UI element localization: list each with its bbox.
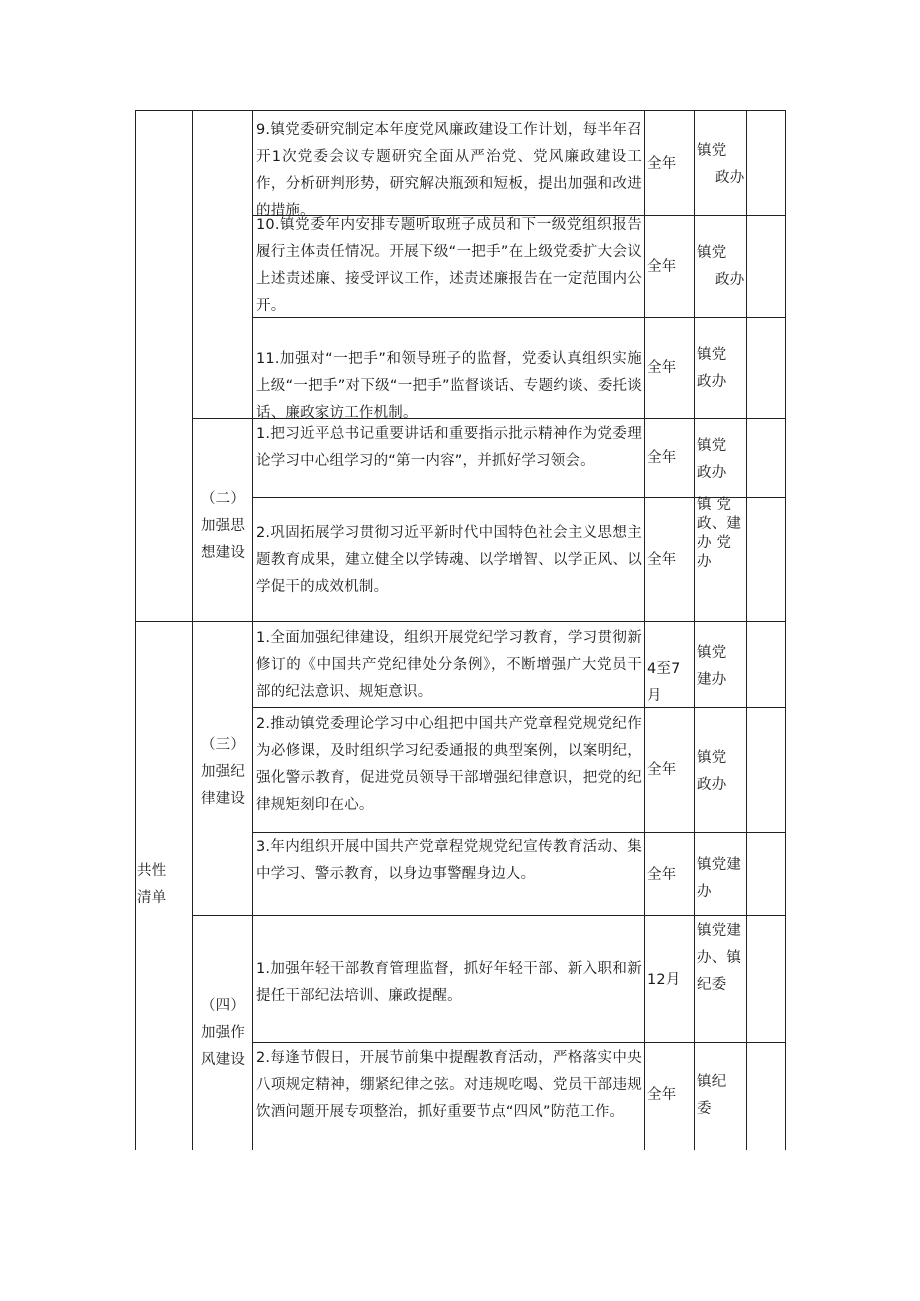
grid-line [785,110,786,1150]
grid-line [252,110,253,1150]
unit-cell [697,496,749,572]
unit-cell [697,138,747,192]
time-cell: 全年 [647,762,677,778]
time-cell: 全年 [647,259,677,275]
group-name-line: 加强思 [200,518,246,534]
unit-cell [697,640,747,694]
unit-line: 镇党 [697,750,727,766]
grid-line [252,832,785,833]
unit-line: 办、镇 [697,950,742,966]
grid-line [135,110,785,111]
unit-line: 镇党 [697,245,727,261]
unit-line: 镇纪 [697,1074,727,1090]
group-name-line: 风建设 [200,1052,246,1068]
time-cell: 全年 [647,360,677,376]
unit-cell [697,918,749,999]
task-text: 2.推动镇党委理论学习中心组把中国共产党章程党规党纪作为必修课，及时组织学习纪委通报的典型案例，以案明纪，强化警示教育，促进党员领导干部增强纪律意识，把党的纪律规矩刻印在心。 [256,716,642,813]
time-cell: 全年 [647,1087,677,1103]
group-name-line: 想建设 [200,545,246,561]
grid-line [192,110,193,1150]
grid-line [644,110,645,1150]
grid-line [252,707,785,708]
unit-line: 办 党 [697,535,732,551]
unit-cell [697,745,747,799]
unit-line: 政办 [697,777,727,793]
group-label [195,732,251,813]
category-label-line: 清单 [137,890,167,906]
unit-line: 办 [697,554,712,570]
unit-line: 政办 [697,465,727,481]
unit-line: 建办 [697,672,727,688]
task-text: 11.加强对“一把手”和领导班子的监督，党委认真组织实施上级“一把手”对下级“一把手”监督谈话、专题约谈、委托谈话、廉政家访工作机制。 [256,351,642,421]
task-text: 1.加强年轻干部教育管理监督，抓好年轻干部、新入职和新提任干部纪法培训、廉政提醒。 [256,961,642,1004]
unit-cell [697,852,749,906]
unit-line: 镇党 [697,347,727,363]
unit-cell [697,1069,747,1123]
task-text: 1.把习近平总书记重要讲话和重要指示批示精神作为党委理论学习中心组学习的“第一内容”，并抓好学习领会。 [256,426,642,469]
time-cell: 全年 [647,867,677,883]
unit-line: 镇党 [697,438,727,454]
unit-line: 政办 [715,170,745,186]
grid-line [135,621,785,622]
unit-cell [697,240,747,294]
unit-line: 政办 [697,374,727,390]
time-cell: 全年 [647,450,677,466]
time-cell [647,656,693,710]
grid-line [192,915,785,916]
task-text: 9.镇党委研究制定本年度党风廉政建设工作计划，每半年召开1次党委会议专题研究全面从严治党、党风廉政建设工作，分析研判形势，研究解决瓶颈和短板，提出加强和改进的措施。 [256,122,642,219]
unit-line: 政、建 [697,516,742,532]
group-name-line: 加强作 [200,1025,246,1041]
time-line: 月 [647,688,662,704]
task-text: 3.年内组织开展中国共产党章程党规党纪宣传教育活动、集中学习、警示教育，以身边事警醒身边人。 [256,839,642,882]
grid-line [252,1042,785,1043]
unit-line: 纪委 [697,977,727,993]
unit-line: 镇党 [697,645,727,661]
task-text: 10.镇党委年内安排专题听取班子成员和下一级党组织报告履行主体责任情况。开展下级“一把手”在上级党委扩大会议上述责述廉、接受评议工作，述责述廉报告在一定范围内公开。 [256,217,642,314]
unit-line: 镇党 [697,143,727,159]
category-label [137,858,191,912]
unit-line: 镇党建 [697,857,742,873]
group-label [195,993,251,1074]
task-text: 2.巩固拓展学习贯彻习近平新时代中国特色社会主义思想主题教育成果，建立健全以学铸魂、以学增智、以学正风、以学促干的成效机制。 [256,525,642,595]
unit-line: 政办 [715,272,745,288]
unit-line: 委 [697,1101,712,1117]
group-number: （三） [200,737,246,753]
time-line: 4至7 [647,661,681,677]
unit-line: 办 [697,884,712,900]
unit-cell [697,342,747,396]
time-cell: 全年 [647,156,677,172]
group-name-line: 加强纪 [200,764,246,780]
category-label-line: 共性 [137,863,167,879]
time-cell: 全年 [647,552,677,568]
grid-line [135,110,136,1150]
group-number: （二） [200,491,246,507]
task-text: 2.每逢节假日，开展节前集中提醒教育活动，严格落实中央八项规定精神，绷紧纪律之弦。对违规吃喝、党员干部违规饮酒问题开展专项整治，抓好重要节点“四风”防范工作。 [256,1050,642,1120]
group-number: （四） [200,998,246,1014]
group-name-line: 律建设 [200,791,246,807]
grid-line [694,110,695,1150]
time-cell: 12月 [647,972,681,988]
group-label [195,486,251,567]
unit-cell [697,433,747,487]
unit-line: 镇 党 [697,497,732,513]
unit-line: 镇党建 [697,923,742,939]
task-text: 1.全面加强纪律建设，组织开展党纪学习教育，学习贯彻新修订的《中国共产党纪律处分条例》，不断增强广大党员干部的纪法意识、规矩意识。 [256,630,642,700]
